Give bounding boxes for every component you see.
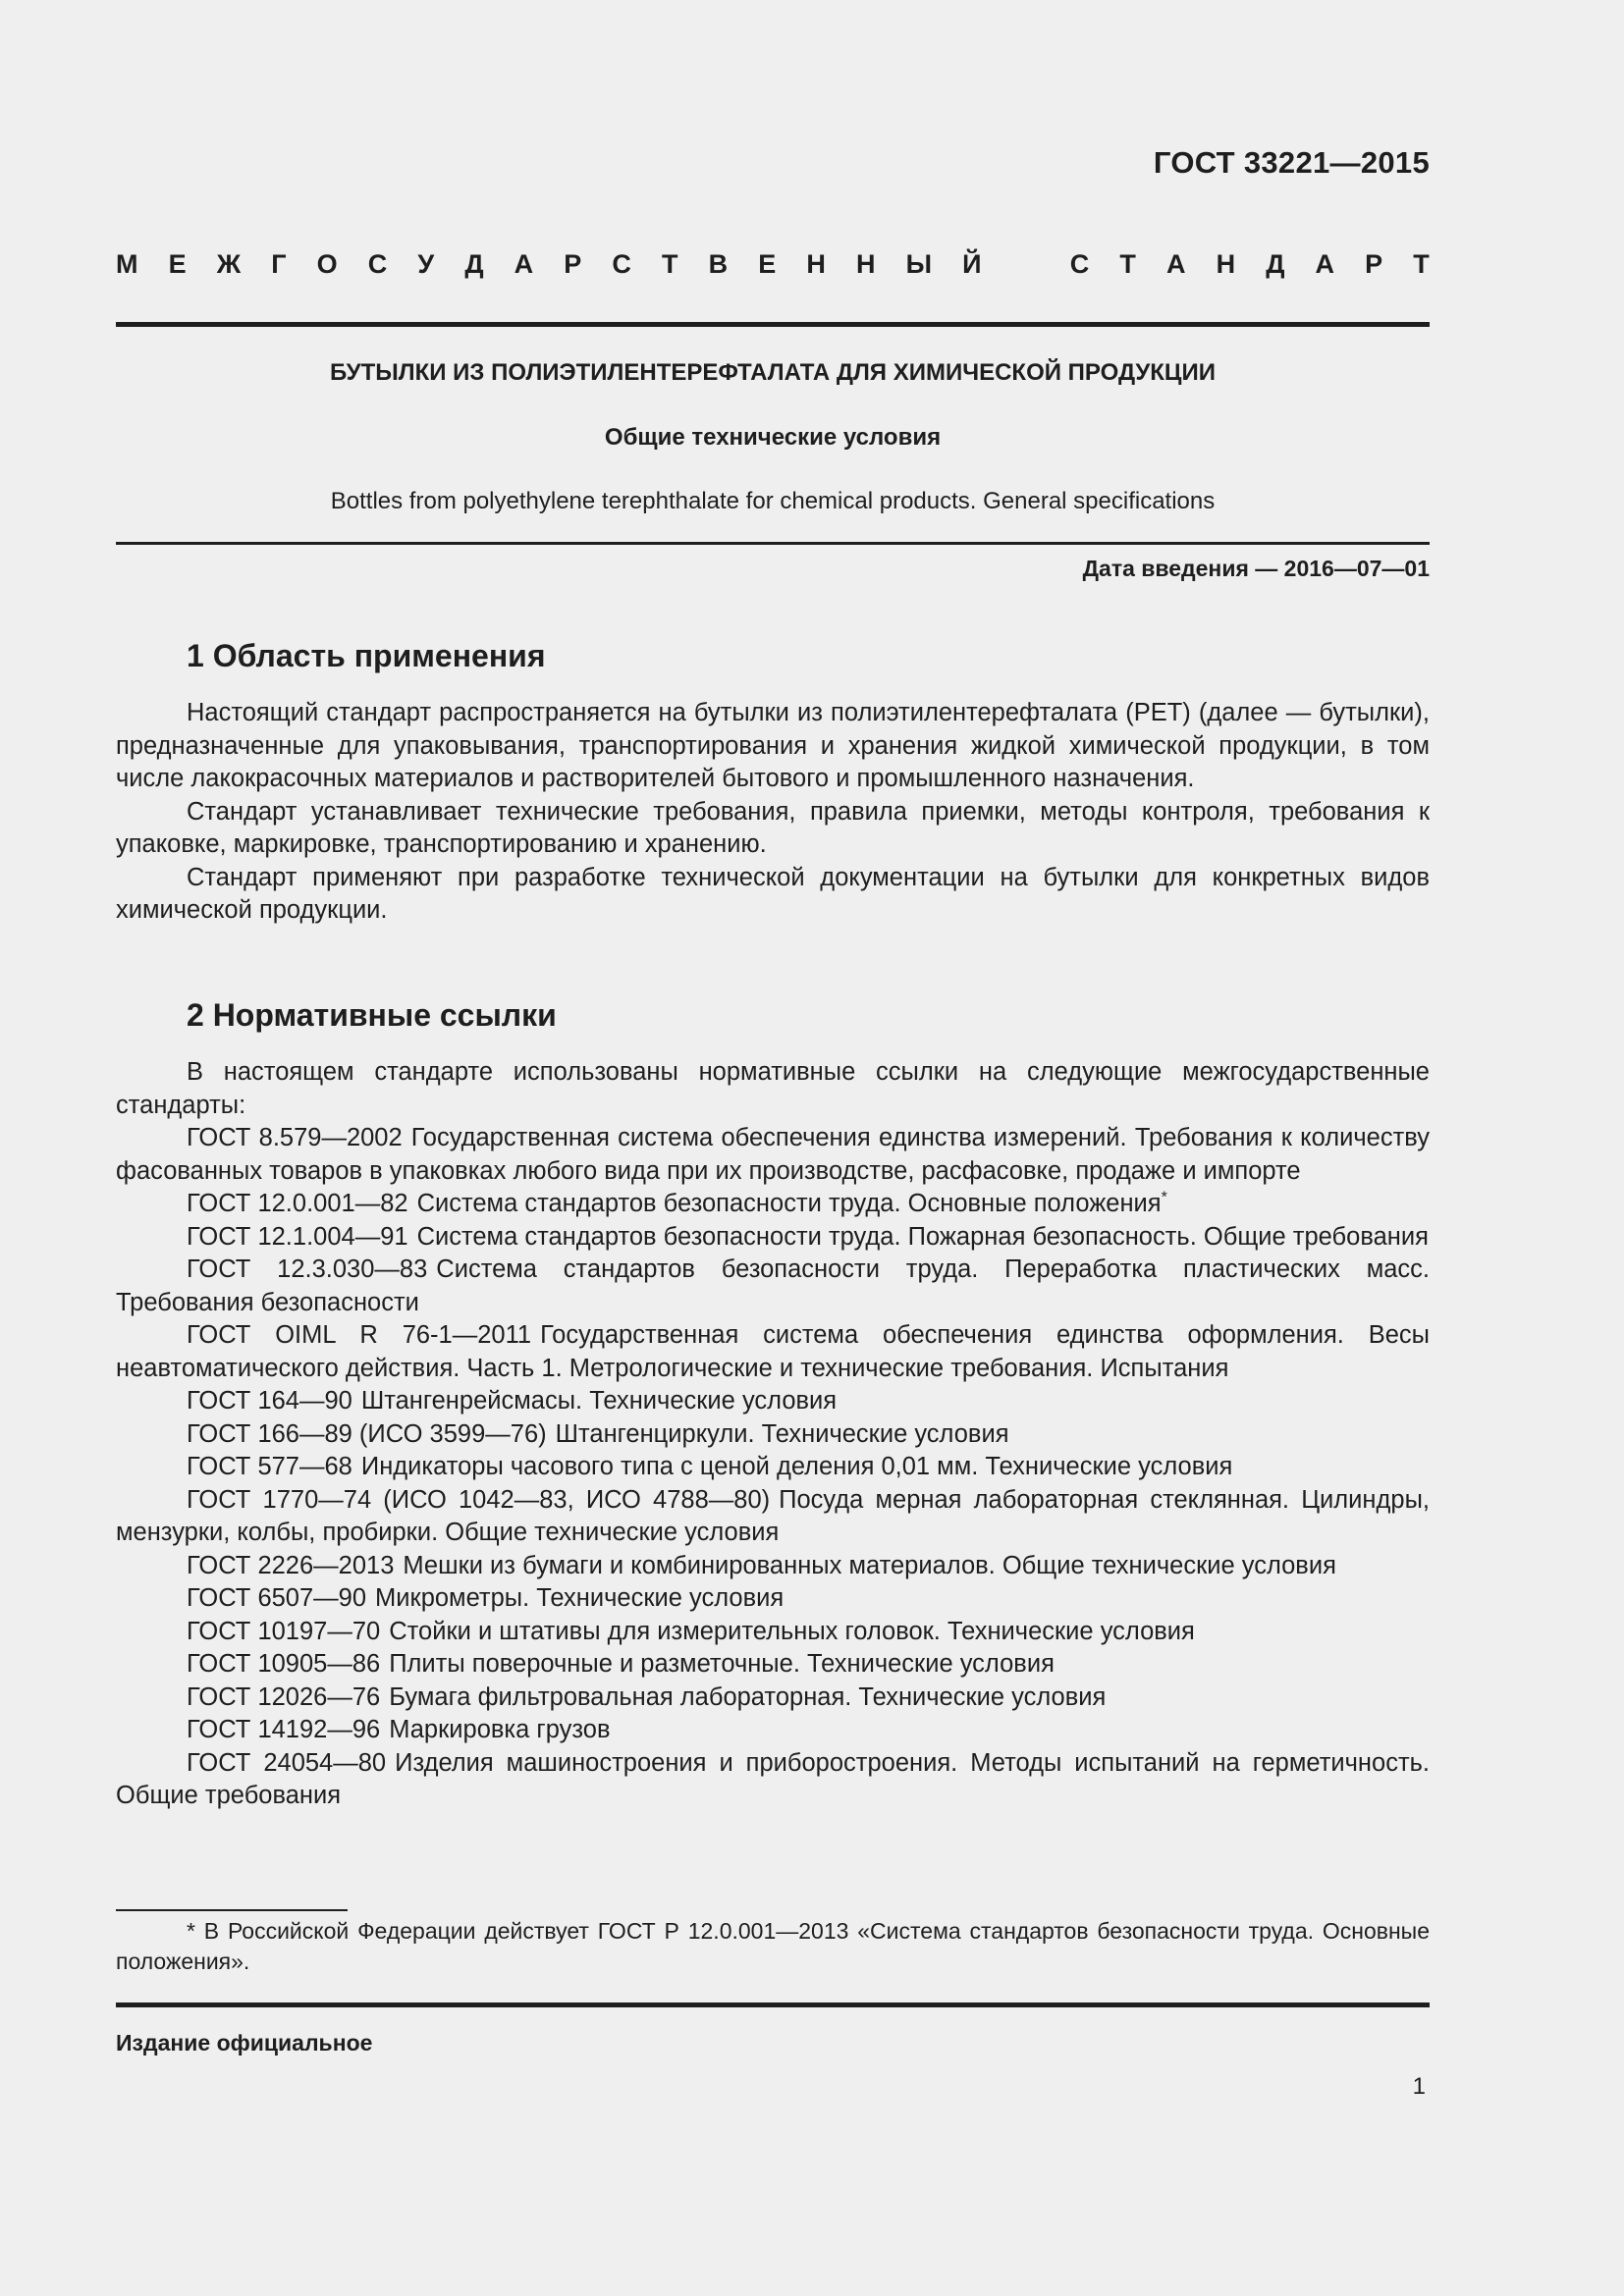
banner-letter: Г [271,249,287,279]
footnote-rule [116,1909,348,1911]
banner-letter: С [367,249,388,279]
banner-letter: Ж [216,249,242,279]
reference-entry [116,1747,1430,1813]
reference-entry [116,1319,1430,1385]
reference-title: Государственная система обеспечения единства измерений. Требования к количеству фасованных товаров в упаковках любого вида при их производстве, расфасовке, продаже и импорте [116,1124,1430,1185]
reference-title: Стойки и штативы для измерительных головок. Технические условия [389,1617,1195,1645]
reference-entry [116,1418,1430,1452]
reference-code: ГОСТ 10197—70 [187,1617,381,1645]
reference-code: ГОСТ 8.579—2002 [187,1124,403,1151]
page-number: 1 [1412,2073,1426,2100]
paragraph: Стандарт устанавливает технические требования, правила приемки, методы контроля, требования к упаковке, маркировке, транспортированию и хранению. [116,797,1430,858]
interstate-standard-banner [116,249,1430,280]
banner-word-gap [1012,249,1040,280]
banner-letter: Т [662,249,678,279]
banner-letter: А [514,249,534,279]
banner-letter: У [417,249,435,279]
official-edition-label: Издание официальное [116,2030,373,2056]
reference-code: ГОСТ 12.3.030—83 [187,1255,428,1283]
reference-title: Изделия машиностроения и приборостроения. Методы испытаний на герметичность. Общие требования [116,1748,1430,1809]
reference-entry [116,1648,1430,1682]
reference-title: Штангенциркули. Технические условия [555,1419,1009,1448]
reference-title: Плиты поверочные и разметочные. Технические условия [389,1650,1055,1678]
reference-entry [116,1582,1430,1616]
banner-letter: Е [168,249,187,279]
banner-letter: Й [962,249,982,279]
document-title: БУТЫЛКИ ИЗ ПОЛИЭТИЛЕНТЕРЕФТАЛАТА ДЛЯ ХИМИЧЕСКОЙ ПРОДУКЦИИ [330,359,1216,386]
reference-title: Штангенрейсмасы. Технические условия [360,1387,838,1415]
banner-letter: М [116,249,138,279]
banner-letter: О [316,249,338,279]
section-normative-references [116,995,1430,1056]
reference-entry [116,1188,1430,1221]
banner-letter: Н [806,249,826,279]
banner-letter: Т [1119,249,1136,279]
references-list [116,1056,1430,1813]
banner-letter: Н [855,249,876,279]
reference-code: ГОСТ 10905—86 [187,1650,381,1678]
reference-title: Индикаторы часового типа с ценой деления 0,01 мм. Технические условия [360,1453,1233,1480]
reference-entry [116,1385,1430,1418]
reference-entry [116,1221,1430,1255]
banner-letter: Р [564,249,582,279]
reference-entry [116,1682,1430,1715]
document-number: ГОСТ 33221—2015 [1153,145,1430,180]
paragraph: Настоящий стандарт распространяется на бутылки из полиэтилентерефталата (PET) (далее — бутылки), предназначенные для упаковывания, транспортирования и хранения жидкой химической продукции, в том числе лакокрасочных материалов и растворителей бытового и промышленного назначения. [116,699,1430,792]
reference-code: ГОСТ OIML R 76-1—2011 [187,1321,532,1349]
banner-letter: А [1315,249,1335,279]
banner-letter: А [1165,249,1186,279]
reference-title: Мешки из бумаги и комбинированных материалов. Общие технические условия [403,1551,1336,1579]
reference-code: ГОСТ 6507—90 [187,1584,367,1612]
reference-code: ГОСТ 1770—74 (ИСО 1042—83, ИСО 4788—80) [187,1485,771,1514]
reference-code: ГОСТ 12.0.001—82 [187,1190,408,1217]
reference-code: ГОСТ 2226—2013 [187,1551,395,1579]
reference-code: ГОСТ 12.1.004—91 [187,1222,408,1251]
reference-entry [116,1254,1430,1319]
footnote-marker: * [1161,1189,1167,1206]
reference-code: ГОСТ 24054—80 [187,1748,387,1777]
banner-letter: Д [1266,249,1285,279]
banner-letter: Р [1365,249,1383,279]
reference-entry [116,1484,1430,1550]
section-scope [116,636,1430,928]
reference-title: Посуда мерная лабораторная стеклянная. Цилиндры, мензурки, колбы, пробирки. Общие технические условия [116,1485,1430,1546]
section-heading: 2 Нормативные ссылки [187,997,557,1033]
reference-entry [116,1122,1430,1188]
title-rule [116,542,1430,545]
reference-title: Маркировка грузов [389,1716,611,1743]
banner-letter: Е [758,249,777,279]
banner-letter: Н [1216,249,1236,279]
banner-letter: С [1069,249,1090,279]
reference-title: Система стандартов безопасности труда. Пожарная безопасность. Общие требования [416,1222,1429,1251]
introduction-date: Дата введения — 2016—07—01 [1082,556,1430,581]
reference-code: ГОСТ 12026—76 [187,1682,381,1711]
document-title-english: Bottles from polyethylene terephthalate for chemical products. General specifications [330,488,1216,514]
reference-entry [116,1451,1430,1484]
reference-title: Бумага фильтровальная лабораторная. Технические условия [389,1682,1107,1711]
reference-entry [116,1550,1430,1583]
footnote: * В Российской Федерации действует ГОСТ Р 12.0.001—2013 «Система стандартов безопасности труда. Основные положения». [116,1918,1430,1974]
banner-letter: С [612,249,631,279]
reference-title: Микрометры. Технические условия [375,1584,785,1612]
footer-rule [116,2002,1430,2007]
reference-title: Система стандартов безопасности труда. Основные положения [416,1190,1162,1217]
reference-code: ГОСТ 577—68 [187,1453,352,1480]
banner-letter: Т [1413,249,1430,279]
banner-letter: Д [464,249,484,279]
document-subtitle: Общие технические условия [604,424,942,451]
reference-code: ГОСТ 166—89 (ИСО 3599—76) [187,1419,547,1448]
reference-title: Государственная система обеспечения единства оформления. Весы неавтоматического действия. Часть 1. Метрологические и технические требования. Испытания [116,1321,1430,1382]
reference-title: Система стандартов безопасности труда. Переработка пластических масс. Требования безопасности [116,1255,1430,1316]
banner-letter: Ы [905,249,933,279]
reference-entry [116,1616,1430,1649]
banner-letter: В [708,249,729,279]
section-heading: 1 Область применения [187,638,546,673]
reference-code: ГОСТ 164—90 [187,1387,352,1415]
header-rule [116,322,1430,327]
reference-code: ГОСТ 14192—96 [187,1716,381,1743]
paragraph: Стандарт применяют при разработке технической документации на бутылки для конкретных видов химической продукции. [116,863,1430,924]
reference-entry [116,1714,1430,1747]
references-intro: В настоящем стандарте использованы нормативные ссылки на следующие межгосударственные стандарты: [116,1058,1430,1119]
